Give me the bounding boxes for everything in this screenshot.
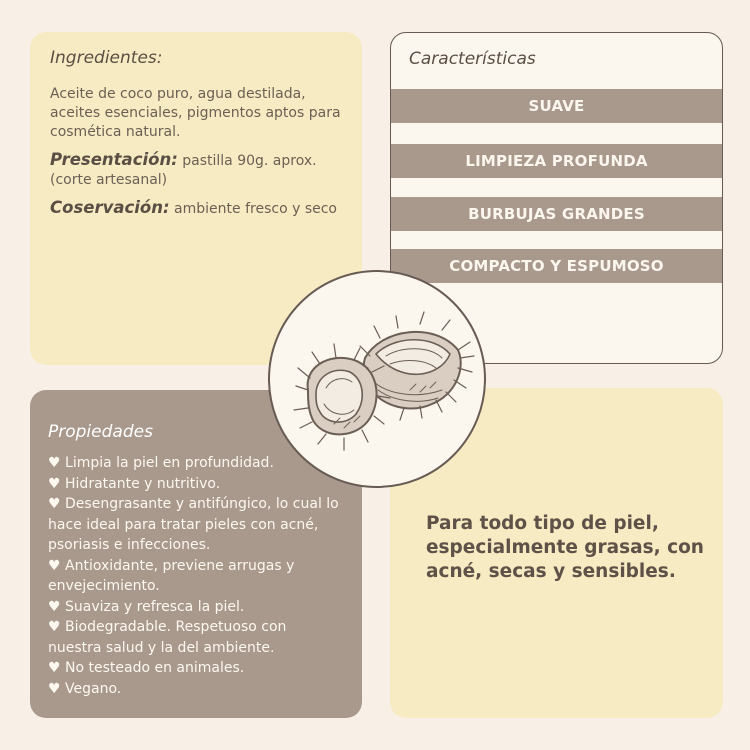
characteristic-band: SUAVE (391, 89, 722, 123)
property-item: ♥ Hidratante y nutritivo. (48, 475, 221, 492)
coconut-badge (268, 270, 486, 488)
coconut-icon (270, 272, 484, 486)
heart-bullet-icon: ♥ (48, 557, 61, 574)
heart-bullet-icon: ♥ (48, 680, 61, 697)
heart-bullet-icon: ♥ (48, 455, 61, 471)
characteristic-band: LIMPIEZA PROFUNDA (391, 144, 722, 178)
heart-bullet-icon: ♥ (48, 475, 61, 492)
presentation-row (50, 150, 342, 190)
ingredients-text: Aceite de coco puro, agua destilada, aceites esenciales, pigmentos aptos para cosmética natural. (50, 86, 341, 140)
conservation-label: Coservación: (50, 198, 170, 217)
heart-bullet-icon: ♥ (48, 619, 61, 635)
property-item: ♥ No testeado en animales. (48, 660, 245, 676)
heart-bullet-icon: ♥ (48, 598, 61, 615)
properties-heading: Propiedades (48, 422, 153, 442)
characteristics-heading: Características (409, 49, 536, 69)
conservation-value: ambiente fresco y seco (169, 201, 337, 217)
properties-list (48, 453, 344, 699)
property-item: ♥ Desengrasante y antifúngico, lo cual lo hace ideal para tratar pieles con acné, psoriasis e infecciones. (48, 496, 339, 553)
property-item: ♥ Biodegradable. Respetuoso con nuestra salud y la del ambiente. (48, 619, 287, 656)
property-item: ♥ Suaviza y refresca la piel. (48, 598, 245, 615)
conservation-row (50, 198, 342, 219)
characteristic-band: BURBUJAS GRANDES (391, 197, 722, 231)
skin-type-tagline: Para todo tipo de piel, especialmente grasas, con acné, secas y sensibles. (426, 513, 704, 582)
ingredients-heading: Ingredientes: (50, 48, 163, 68)
characteristic-band: COMPACTO Y ESPUMOSO (391, 249, 722, 283)
property-item: ♥ Antioxidante, previene arrugas y envejecimiento. (48, 557, 295, 594)
property-item: ♥ Limpia la piel en profundidad. (48, 455, 274, 471)
heart-bullet-icon: ♥ (48, 660, 61, 676)
presentation-value: pastilla 90g. aprox. (corte artesanal) (50, 153, 317, 188)
property-item: ♥ Vegano. (48, 680, 122, 697)
heart-bullet-icon: ♥ (48, 496, 61, 512)
presentation-label: Presentación: (50, 150, 178, 169)
